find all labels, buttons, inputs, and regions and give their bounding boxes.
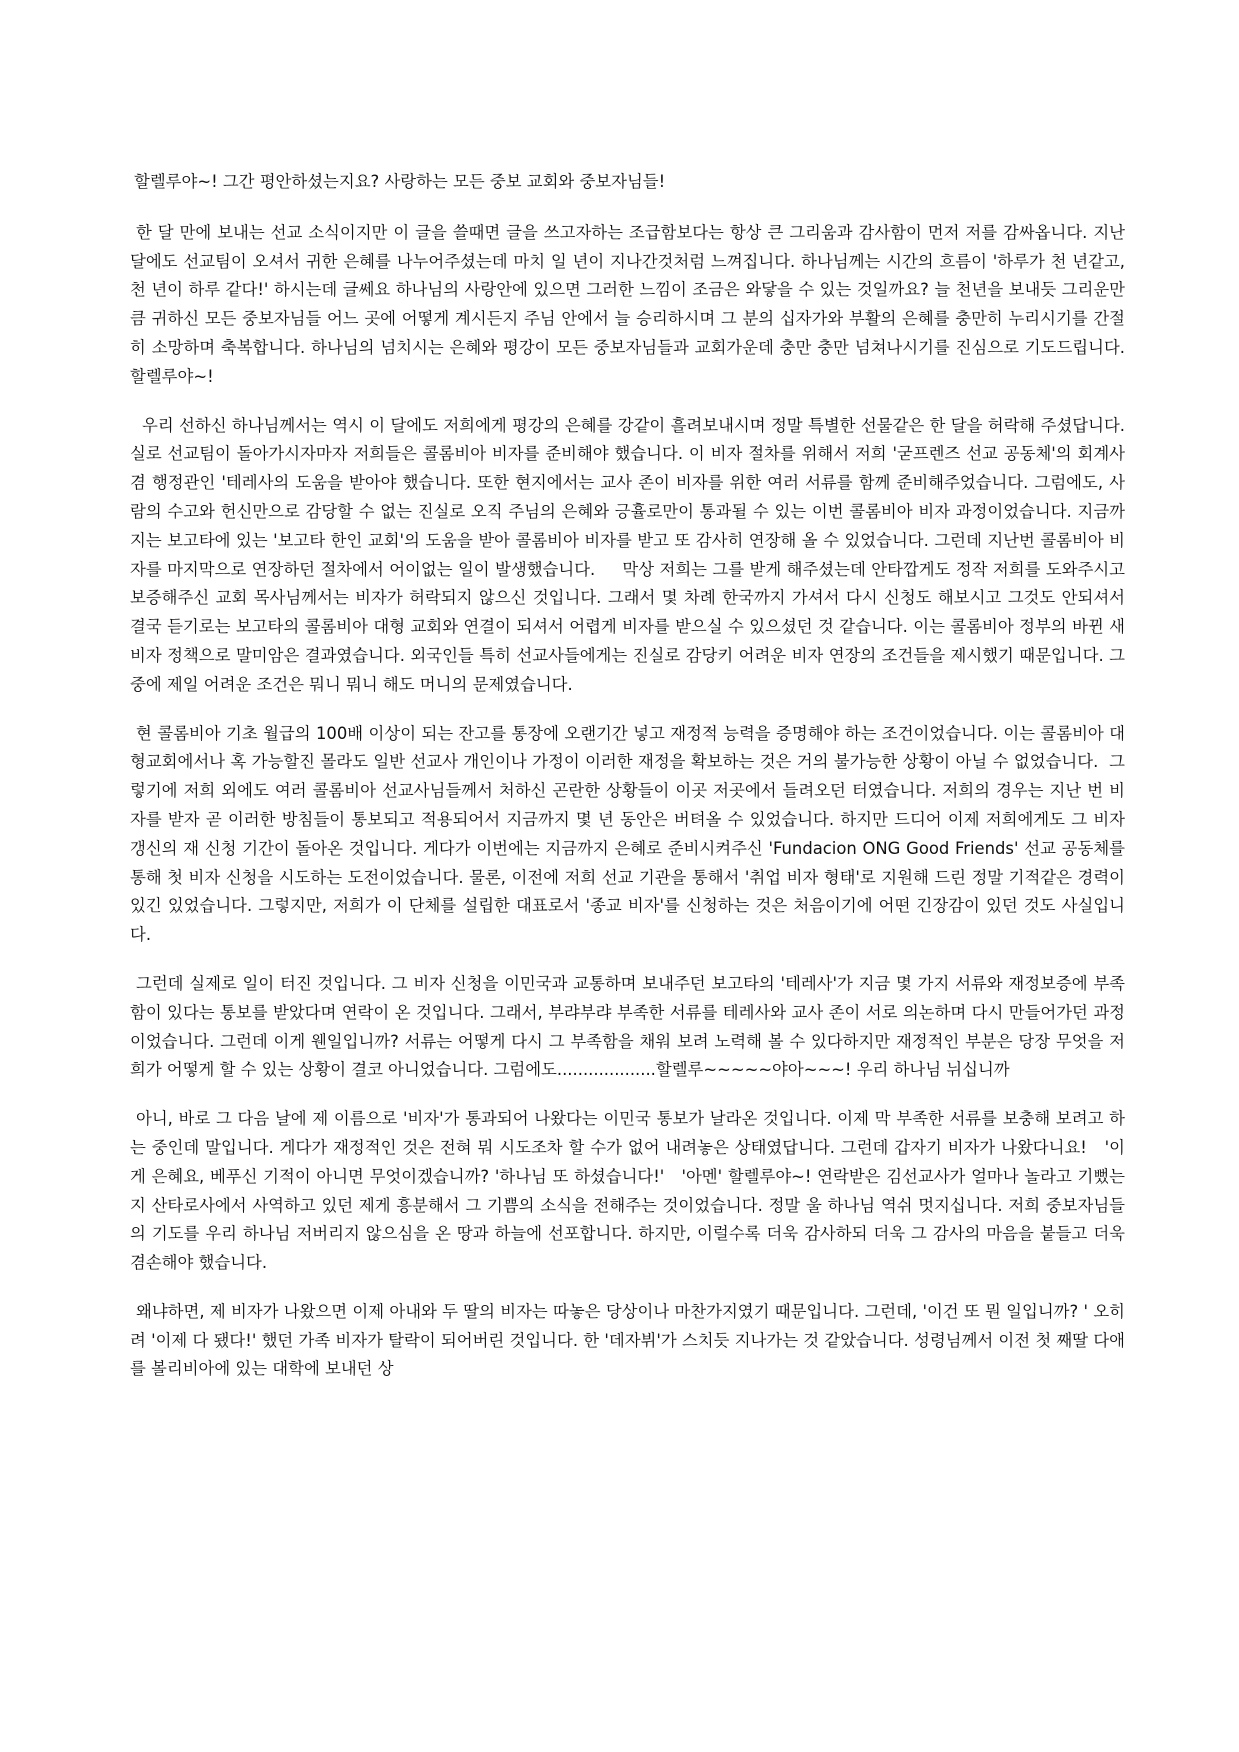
letter-body: [130, 168, 1131, 1404]
paragraph-3: 현 콜롬비아 기초 월급의 100배 이상이 되는 잔고를 통장에 오랜기간 넣고 재정적 능력을 증명해야 하는 조건이었습니다. 이는 콜롬비아 대형교회에서나 혹 가능할진 몰라도 일반 선교사 개인이나 가정이 이러한 재정을 확보하는 것은 거의 불가능한 상황이 아닐 수 없었습니다. 그렇기에 저희 외에도 여러 콜롬비아 선교사님들께서 처하신 곤란한 상황들이 이곳 저곳에서 들려오던 터였습니다. 저희의 경우는 지난 번 비자를 받자 곧 이러한 방침들이 통보되고 적용되어서 지금까지 몇 년 동안은 버텨올 수 있었습니다. 하지만 드디어 이제 저희에게도 그 비자 갱신의 재 신청 기간이 돌아온 것입니다. 게다가 이번에는 지금까지 은혜로 준비시켜주신 'Fundacion ONG Good Friends' 선교 공동체를 통해 첫 비자 신청을 시도하는 도전이었습니다. 물론, 이전에 저희 선교 기관을 통해서 '취업 비자 형태'로 지원해 드린 정말 기적같은 경력이 있긴 있었습니다. 그렇지만, 저희가 이 단체를 설립한 대표로서 '종교 비자'를 신청하는 것은 처음이기에 어떤 긴장감이 있던 것도 사실입니다.: [130, 723, 1131, 945]
greeting-line: 할렐루야~! 그간 평안하셨는지요? 사랑하는 모든 중보 교회와 중보자님들!: [134, 172, 666, 191]
paragraph-1: 한 달 만에 보내는 선교 소식이지만 이 글을 쓸때면 글을 쓰고자하는 조급함보다는 항상 큰 그리움과 감사함이 먼저 저를 감싸옵니다. 지난 달에도 선교팀이 오셔서 귀한 은혜를 나누어주셨는데 마치 일 년이 지나간것처럼 느껴집니다. 하나님께는 시간의 흐름이 '하루가 천 년같고, 천 년이 하루 같다!' 하시는데 글쎄요 하나님의 사랑안에 있으면 그러한 느낌이 조금은 와닿을 수 있는 것일까요? 늘 천년을 보내듯 그리운만큼 귀하신 모든 중보자님들 어느 곳에 어떻게 계시든지 주님 안에서 늘 승리하시며 그 분의 십자가와 부활의 은혜를 충만히 누리시기를 간절히 소망하며 축복합니다. 하나님의 넘치시는 은혜와 평강이 모든 중보자님들과 교회가운데 충만 충만 넘쳐나시기를 진심으로 기도드립니다. 할렐루야~!: [130, 222, 1131, 386]
paragraph-4: 그런데 실제로 일이 터진 것입니다. 그 비자 신청을 이민국과 교통하며 보내주던 보고타의 '테레사'가 지금 몇 가지 서류와 재정보증에 부족함이 있다는 통보를 받았다며 연락이 온 것입니다. 그래서, 부랴부랴 부족한 서류를 테레사와 교사 존이 서로 의논하며 다시 만들어가던 과정이었습니다. 그런데 이게 웬일입니까? 서류는 어떻게 다시 그 부족함을 채워 보려 노력해 볼 수 있다하지만 재정적인 부분은 당장 무엇을 저희가 어떻게 할 수 있는 상황이 결코 아니었습니다. 그럼에도...................할렐루~~~~~야아~~~! 우리 하나님 뉘십니까: [130, 973, 1125, 1080]
paragraph-6: 왜냐하면, 제 비자가 나왔으면 이제 아내와 두 딸의 비자는 따놓은 당상이나 마찬가지였기 때문입니다. 그런데, '이건 또 뭔 일입니까? ' 오히려 '이제 다 됐다!' 했던 가족 비자가 탈락이 되어버린 것입니다. 한 '데자뷔'가 스치듯 지나가는 것 같았습니다. 성령님께서 이전 첫 째딸 다애를 볼리비아에 있는 대학에 보내던 상: [130, 1301, 1125, 1379]
paragraph-5: 아니, 바로 그 다음 날에 제 이름으로 '비자'가 통과되어 나왔다는 이민국 통보가 날라온 것입니다. 이제 막 부족한 서류를 보충해 보려고 하는 중인데 말입니다. 게다가 재정적인 것은 전혀 뭐 시도조차 할 수가 없어 내려놓은 상태였답니다. 그런데 갑자기 비자가 나왔다니요! '이게 은혜요, 베푸신 기적이 아니면 무엇이겠습니까? '하나님 또 하셨습니다!' '아멘' 할렐루야~! 연락받은 김선교사가 얼마나 놀라고 기뻤는지 산타로사에서 사역하고 있던 제게 흥분해서 그 기쁨의 소식을 전해주는 것이었습니다. 정말 울 하나님 역쉬 멋지십니다. 저희 중보자님들의 기도를 우리 하나님 저버리지 않으심을 온 땅과 하늘에 선포합니다. 하지만, 이럴수록 더욱 감사하되 더욱 그 감사의 마음을 붙들고 더욱 겸손해야 했습니다.: [130, 1109, 1131, 1273]
paragraph-2: 우리 선하신 하나님께서는 역시 이 달에도 저희에게 평강의 은혜를 강같이 흘려보내시며 정말 특별한 선물같은 한 달을 허락해 주셨답니다. 실로 선교팀이 돌아가시자마자 저희들은 콜롬비아 비자를 준비해야 했습니다. 이 비자 절차를 위해서 저희 '굳프렌즈 선교 공동체'의 회계사 겸 행정관인 '테레사의 도움을 받아야 했습니다. 또한 현지에서는 교사 존이 비자를 위한 여러 서류를 함께 준비해주었습니다. 그럼에도, 사람의 수고와 헌신만으로 감당할 수 없는 진실로 오직 주님의 은혜와 긍휼로만이 통과될 수 있는 이번 콜롬비아 비자 과정이었습니다. 지금까지는 보고타에 있는 '보고타 한인 교회'의 도움을 받아 콜롬비아 비자를 받고 또 감사히 연장해 올 수 있었습니다. 그런데 지난번 콜롬비아 비자를 마지막으로 연장하던 절차에서 어이없는 일이 발생했습니다. 막상 저희는 그를 받게 해주셨는데 안타깝게도 정작 저희를 도와주시고 보증해주신 교회 목사님께서는 비자가 허락되지 않으신 것입니다. 그래서 몇 차례 한국까지 가셔서 다시 신청도 해보시고 그것도 안되셔서 결국 듣기로는 보고타의 콜롬비아 대형 교회와 연결이 되셔서 어렵게 비자를 받으실 수 있으셨던 것 같습니다. 이는 콜롬비아 정부의 바뀐 새 비자 정책으로 말미암은 결과였습니다. 외국인들 특히 선교사들에게는 진실로 감당키 어려운 비자 연장의 조건들을 제시했기 때문입니다. 그 중에 제일 어려운 조건은 뭐니 뭐니 해도 머니의 문제였습니다.: [130, 415, 1131, 694]
